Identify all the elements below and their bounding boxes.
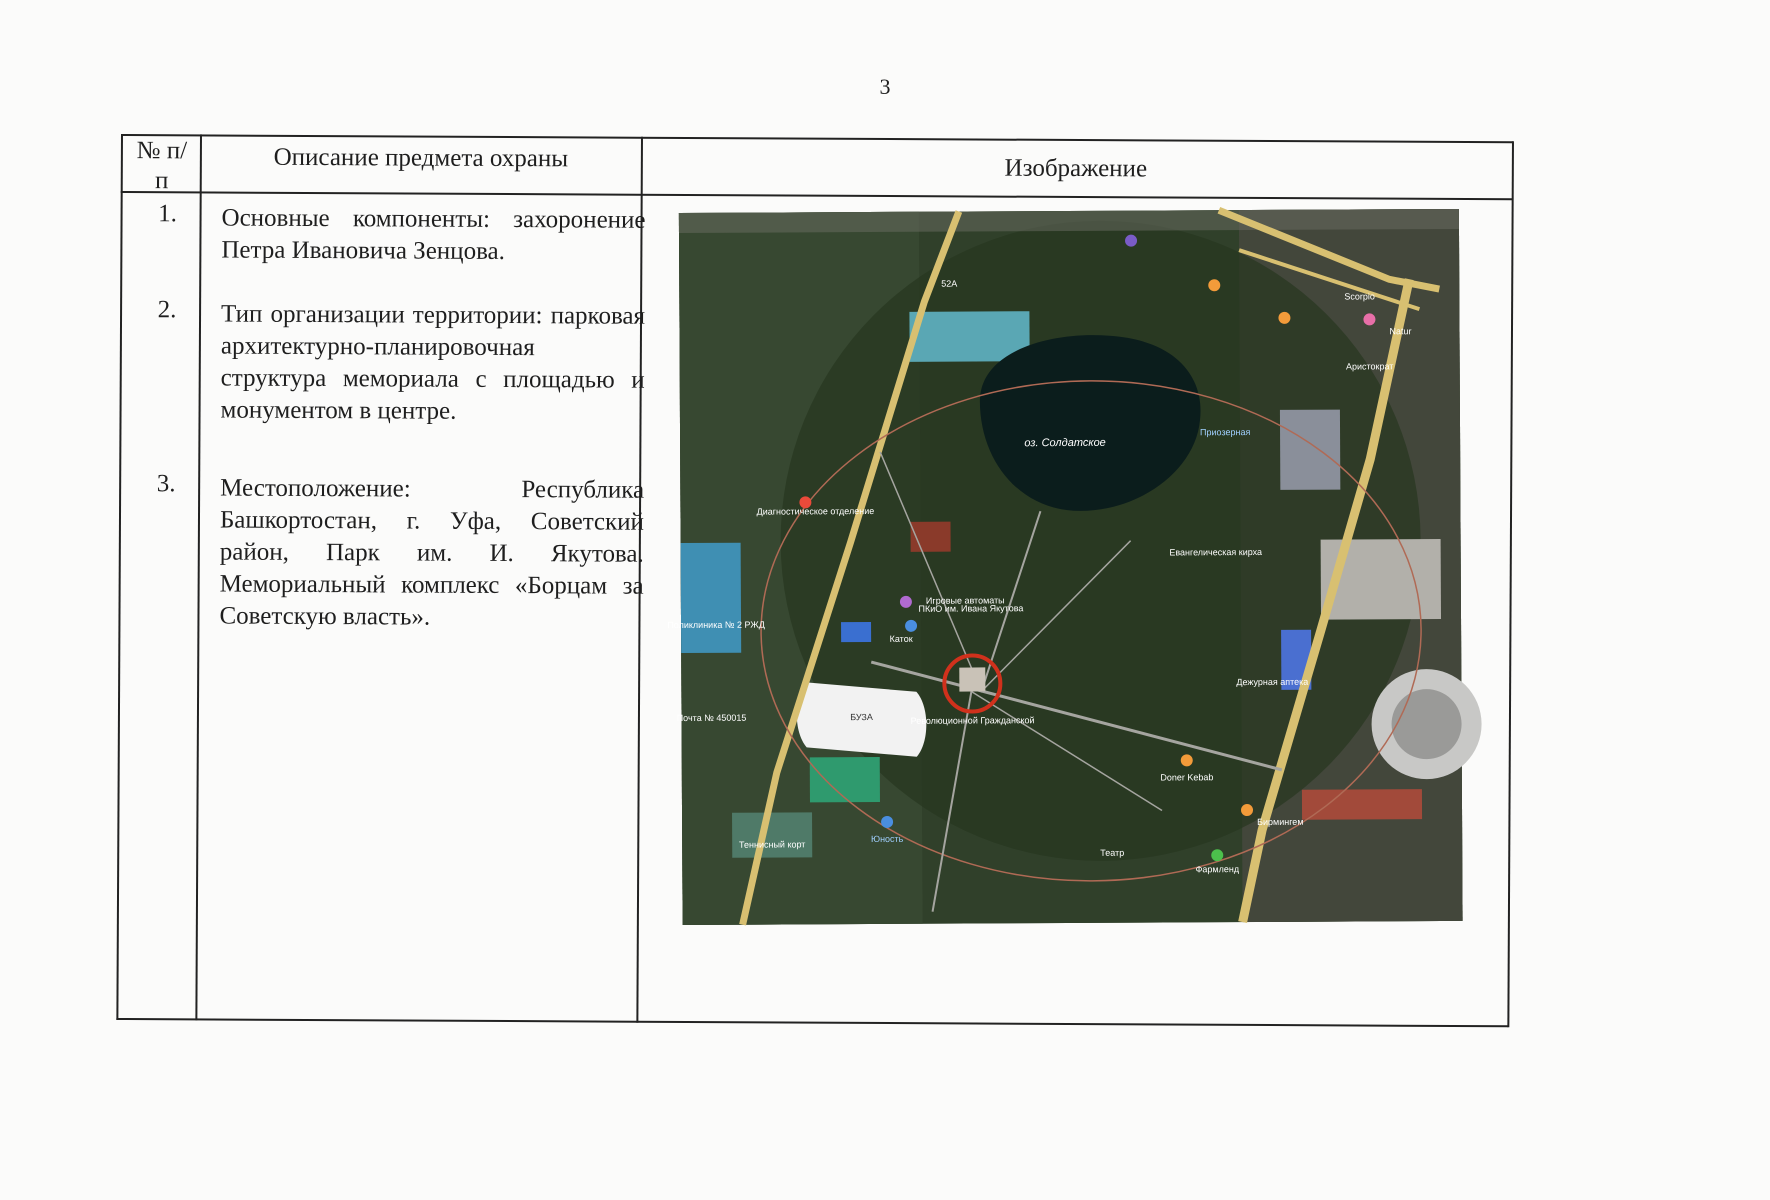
map-label-square: Революционной Гражданской (910, 715, 1035, 726)
table-divider-num (195, 134, 201, 1020)
map-label-church: Евангелическая кирха (1169, 546, 1263, 558)
row-number-1: 1. (158, 200, 178, 228)
map-memorial-monument (959, 667, 985, 691)
header-image: Изображение (1004, 154, 1148, 183)
map-poi-north (1125, 235, 1137, 247)
map-poi-natur (1363, 313, 1375, 325)
map-label-post: Почта № 450015 (676, 712, 747, 724)
map-label-youth: Юность (870, 833, 904, 845)
table-border-top (121, 134, 1513, 143)
header-number: № п/п (136, 137, 188, 195)
row-number-3: 3. (156, 470, 176, 498)
map-poi-pharma (1211, 849, 1223, 861)
map-label-tennis: Теннисный корт (738, 839, 806, 850)
map-top-strip (679, 209, 1459, 233)
map-label-arcade: Игровые автоматы (925, 595, 1005, 606)
map-label-arena: БУЗА (850, 712, 873, 723)
map-label-lake: оз. Солдатское (1024, 436, 1106, 450)
map-label-rink: Каток (889, 633, 913, 644)
map-label-scorpio: Scorpio (1344, 291, 1375, 302)
map-poi-arcade (900, 596, 912, 608)
map-building-red (1302, 789, 1422, 820)
map-poi-shop-2 (1278, 312, 1290, 324)
map-label-park: ПКиО им. Ивана Якутова (918, 603, 1024, 614)
map-tennis-court (732, 812, 812, 857)
map-label-pharma: Фармленд (1195, 864, 1240, 875)
map-label-birm: Бирмингем (1257, 816, 1304, 828)
table-border-right (1507, 141, 1513, 1027)
map-label-doner: Doner Kebab (1160, 772, 1214, 783)
map-sport-court (810, 757, 880, 802)
map-building-rink (841, 622, 871, 642)
row-text-1: Основные компоненты: захоронение Петра Ивановича Зенцова. (221, 204, 646, 266)
protection-table (116, 134, 1513, 1027)
table-header-divider (121, 191, 1513, 200)
map-label-pharmacy: Дежурная аптека (1236, 676, 1309, 688)
map-building-grey (1280, 410, 1340, 490)
map-poi-rink (905, 620, 917, 632)
map-label-lake-street: Приозерная (1200, 427, 1251, 438)
map-poi-youth (881, 816, 893, 828)
table-border-bottom (116, 1018, 1508, 1027)
row-text-2: Тип организации территории: парковая архитектурно-планировочная структура мемориала с площадью и монументом в центре. (220, 300, 646, 425)
page-number: 3 (879, 74, 891, 99)
map-poi-doner (1181, 754, 1193, 766)
map-label-aristocrat: Аристократ (1345, 361, 1394, 372)
map-label-natur: Natur (1389, 326, 1412, 337)
map-poi-shop (1208, 279, 1220, 291)
header-description: Описание предмета охраны (273, 143, 569, 173)
map-stadium-inner (1391, 689, 1461, 759)
map-poi-birm (1241, 804, 1253, 816)
row-text-3: Местоположение: Республика Башкортостан, г. Уфа, Советский район, Парк им. И. Якутова. Мемориальный комплекс «Борцам за Советскую власть». (219, 474, 645, 631)
map-label-house-52a: 52А (941, 278, 958, 289)
map-building-blue (681, 543, 742, 653)
map-label-theatre: Театр (1100, 847, 1125, 858)
row-number-2: 2. (157, 296, 177, 324)
map-label-dept: Диагностическое отделение (756, 506, 875, 517)
table-border-left (116, 134, 122, 1020)
map-svg (667, 209, 1463, 925)
map-label-clinic: Поликлиника № 2 РЖД (667, 619, 765, 631)
satellite-map (667, 209, 1463, 925)
